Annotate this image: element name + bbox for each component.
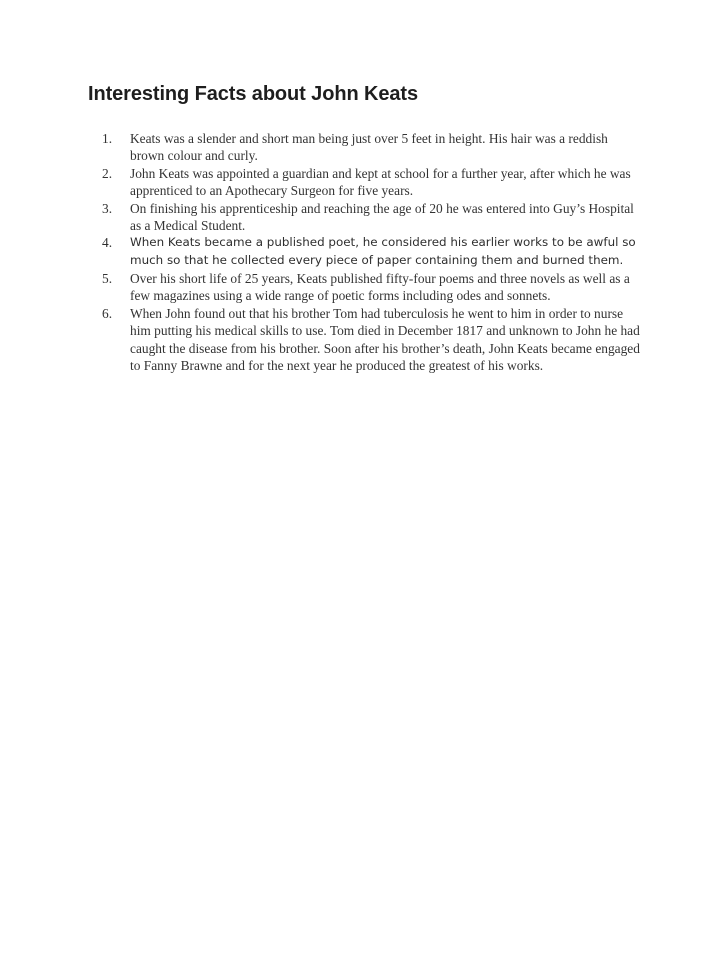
fact-item bbox=[102, 200, 642, 235]
fact-number: 6. bbox=[102, 305, 113, 321]
fact-item bbox=[102, 165, 642, 200]
fact-text: John Keats was appointed a guardian and kept at school for a further year, after which he was apprenticed to an Apothecary Surgeon for five years. bbox=[130, 165, 631, 199]
fact-number: 1. bbox=[102, 131, 113, 146]
fact-text: When Keats became a published poet, he considered his earlier works to be awful so much so that he collected every piece of paper containing them and burned them. bbox=[130, 235, 636, 268]
fact-item bbox=[102, 234, 642, 270]
fact-number: 5. bbox=[102, 271, 113, 287]
fact-number: 3. bbox=[102, 200, 113, 216]
fact-text: Keats was a slender and short man being just over 5 feet in height. His hair was a reddish brown colour and curly. bbox=[130, 131, 608, 164]
fact-text: When John found out that his brother Tom had tuberculosis he went to him in order to nurse him putting his medical skills to use. Tom died in December 1817 and unknown to John he had caught the disease from his brother. Soon after his brother’s death, John Keats became engaged to Fanny Brawne and for the next year he produced the greatest of his works. bbox=[130, 305, 640, 374]
fact-number: 4. bbox=[102, 235, 113, 251]
fact-text: Over his short life of 25 years, Keats published fifty-four poems and three novels as well as a few magazines using a wide range of poetic forms including odes and sonnets. bbox=[130, 271, 630, 304]
fact-item bbox=[102, 130, 642, 165]
fact-item bbox=[102, 305, 642, 375]
fact-number: 2. bbox=[102, 165, 113, 181]
facts-list bbox=[102, 130, 642, 374]
page-title: Interesting Facts about John Keats bbox=[88, 83, 418, 105]
fact-text: On finishing his apprenticeship and reaching the age of 20 he was entered into Guy’s Hospital as a Medical Student. bbox=[130, 200, 634, 234]
fact-item bbox=[102, 270, 642, 305]
